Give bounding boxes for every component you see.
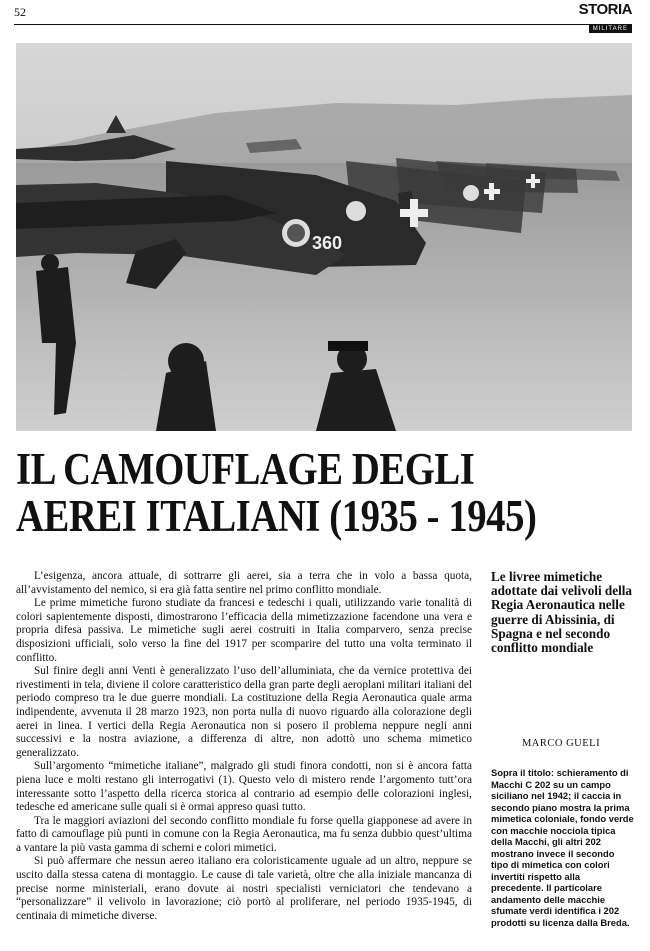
photo-caption: Sopra il titolo: schieramento di Macchi C 202 su un campo siciliano nel 1942; il caccia in secondo piano mostra la prima mimetica coloniale, fondo verde con macchie nocciola tipica della Macchi, gli altri 202 mostrano invece il secondo tipo di mimetica con colori invertiti rispetto alla precedente. Il particolare andamento delle macchie sfumate verdi identifica i 202 prodotti su licenza dalla Breda. [491,767,634,928]
aircraft-code: 360 [312,233,343,253]
page-number: 52 [14,5,26,19]
article-title [16,446,549,540]
airfield-photo-drawing [16,43,632,431]
airfield-photo [16,43,632,431]
body-paragraph: Si può affermare che nessun aereo italiano era coloristicamente uguale ad un altro, neppure se uscito dalla stessa catena di montaggio. Le cause di tale varietà, oltre che alla iniziale mancanza di precise norme ministeriali, erano dovute ai nostri specialisti verniciatori che tendevano a “personalizzare” il velivolo in lavorazione; ciò portò al proliferare, nel periodo 1935-1945, di centinaia di mimetiche diverse. [16,855,472,922]
article-title-line: AEREI ITALIANI (1935 - 1945) [16,491,537,541]
body-paragraph: Sul finire degli anni Venti è generalizzato l’uso dell’alluminiata, che da vernice protettiva dei rivestimenti in tela, diviene il colore caratteristico della gran parte degli aeroplani militari italiani del periodo compreso tra le due guerre mondiali. La costituzione della Regia Aeronautica quale arma indipendente, avvenuta il 28 marzo 1923, non porta nulla di nuovo riguardo alla colorazione degli aerei in linea. I vertici della Regia Aeronautica non si posero il problema neppure negli anni successivi e la nostra aviazione, a differenza di altre, non adottò uno schema mimetico generalizzato. [16,665,472,759]
article-subtitle: Le livree mimetiche adottate dai velivoli della Regia Aeronautica nelle guerre di Abissinia, di Spagna e nel secondo conflitto mondiale [491,569,633,656]
body-paragraph: Sull’argomento “mimetiche italiane”, malgrado gli studi finora condotti, non si è ancora fatta piena luce e molti restano gli interrogativi (1). Questo velo di mistero rende l’argomento tutt’ora interessante sotto l’aspetto della ricerca storica al contrario ad esempio delle colorazioni inglesi, tedesche ed americane sulle quali si è ormai appreso quasi tutto. [16,760,472,814]
author-name: MARCO GUELI [521,738,601,749]
article-title-line: IL CAMOUFLAGE DEGLI [16,444,475,494]
magazine-logo-sub: MILITARE [589,25,632,33]
magazine-logo-brand: STORIA [578,1,632,18]
body-paragraph: Le prime mimetiche furono studiate da francesi e tedeschi i quali, utilizzando varie tonalità di colori sapientemente disposti, dimostrarono l’efficacia della mimetizzazione facendone una vera e propria difesa passiva. Le mimetiche sugli aerei costruiti in Italia comparvero, senza precise disposizioni ufficiali, solo verso la fine del 1917 per scomparire del tutto una volta terminato il conflitto. [16,597,472,664]
body-paragraph: Tra le maggiori aviazioni del secondo conflitto mondiale fu forse quella giapponese ad avere in fatto di camouflage più punti in comune con la Regia Aeronautica, ma fu senza dubbio quest’ultima a vantare la più vasta gamma di schemi e colori mimetici. [16,814,472,854]
magazine-logo [579,3,632,35]
body-paragraph: L’esigenza, ancora attuale, di sottrarre gli aerei, sia a terra che in volo a bassa quota, all’avvistamento del nemico, si era già fatta sentire nel primo conflitto mondiale. [16,570,472,596]
article-body [16,570,472,923]
header-rule [14,24,632,25]
